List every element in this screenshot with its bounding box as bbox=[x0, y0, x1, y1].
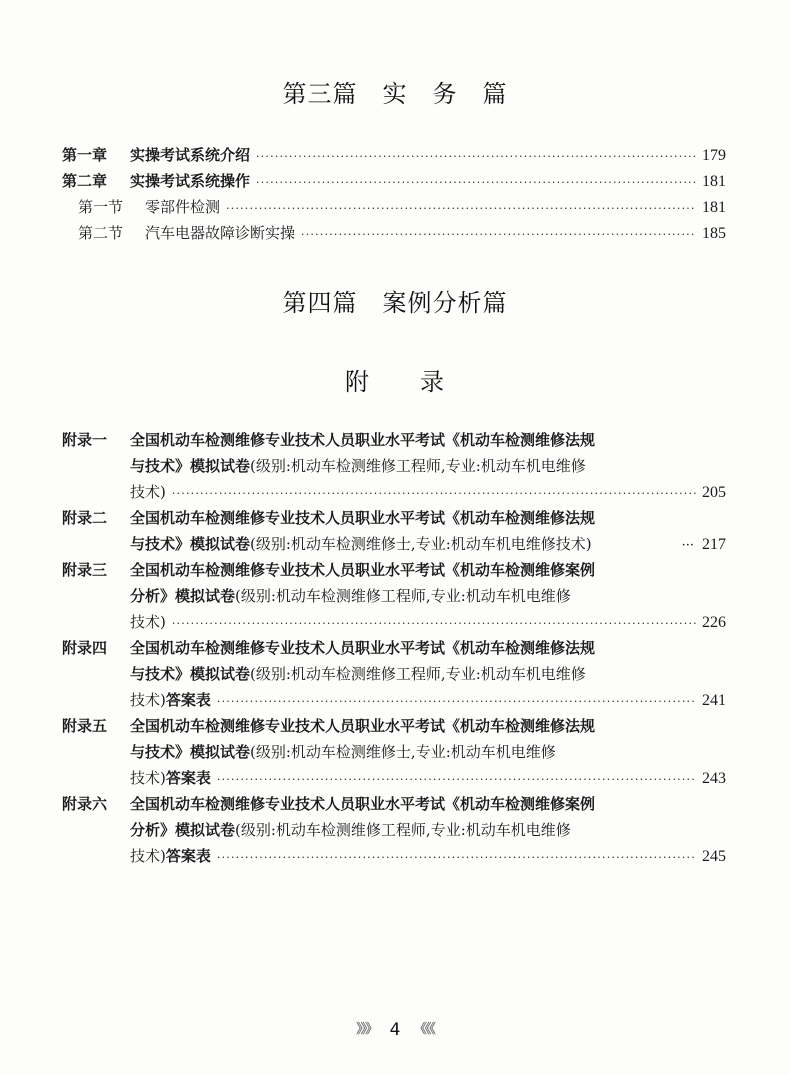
appendix-title-line: 与技术》模拟试卷 bbox=[130, 535, 251, 553]
appendix-title-line: 与技术》模拟试卷 bbox=[130, 457, 251, 475]
appendix-label: 附录五 bbox=[62, 717, 108, 735]
appendix-entry-3[interactable] bbox=[62, 557, 726, 635]
appendix-subtitle-line: 技术) bbox=[130, 691, 166, 709]
appendix-entry-2[interactable] bbox=[62, 505, 726, 557]
dot-leader bbox=[172, 481, 696, 507]
appendix-title-line: 全国机动车检测维修专业技术人员职业水平考试《机动车检测维修法规 bbox=[130, 639, 596, 657]
appendix-subtitle-line: 技术) bbox=[130, 483, 166, 501]
appendix-subtitle-line: (级别:机动车检测维修工程师,专业:机动车机电维修 bbox=[235, 587, 571, 605]
page-number: 4 bbox=[389, 1020, 401, 1040]
appendix-title: 附 录 bbox=[345, 368, 445, 396]
toc-entry-page: 185 bbox=[702, 225, 726, 242]
toc-entry-text: 实操考试系统操作 bbox=[130, 172, 251, 190]
toc-entry-label: 第二章 bbox=[62, 172, 108, 190]
dot-leader bbox=[256, 144, 696, 170]
toc-entry-page: 181 bbox=[702, 173, 726, 190]
toc-entry-text: 实操考试系统介绍 bbox=[130, 146, 251, 164]
dot-leader bbox=[217, 767, 696, 793]
toc-entry-chapter-1[interactable] bbox=[62, 142, 726, 168]
dot-leader bbox=[256, 170, 696, 196]
appendix-label: 附录一 bbox=[62, 431, 108, 449]
toc-entry-page: 181 bbox=[702, 199, 726, 216]
appendix-page: 241 bbox=[702, 692, 726, 709]
appendix-subtitle-line: 技术) bbox=[130, 769, 166, 787]
toc-entry-chapter-2[interactable] bbox=[62, 168, 726, 194]
appendix-label: 附录二 bbox=[62, 509, 108, 527]
appendix-entry-1[interactable] bbox=[62, 427, 726, 505]
appendix-page: 226 bbox=[702, 614, 726, 631]
appendix-answer-sheet: 答案表 bbox=[165, 847, 211, 865]
dot-leader: ··· bbox=[681, 538, 694, 553]
dot-leader bbox=[217, 689, 696, 715]
appendix-entry-6[interactable] bbox=[62, 791, 726, 869]
appendix-subtitle-line: (级别:机动车检测维修士,专业:机动车机电维修 bbox=[250, 743, 556, 761]
appendix-label: 附录三 bbox=[62, 561, 108, 579]
part-three-title: 第三篇 实 务 篇 bbox=[282, 80, 508, 108]
toc-entry-text: 零部件检测 bbox=[145, 198, 221, 216]
appendix-subtitle-line: 技术) bbox=[130, 847, 166, 865]
appendix-entry-4[interactable] bbox=[62, 635, 726, 713]
appendix-title-line: 全国机动车检测维修专业技术人员职业水平考试《机动车检测维修法规 bbox=[130, 431, 596, 449]
toc-entry-label: 第一节 bbox=[78, 198, 124, 216]
appendix-subtitle-line: (级别:机动车检测维修工程师,专业:机动车机电维修 bbox=[250, 665, 586, 683]
appendix-answer-sheet: 答案表 bbox=[165, 691, 211, 709]
dot-leader bbox=[301, 222, 696, 248]
toc-entry-section-2[interactable] bbox=[62, 220, 726, 246]
dot-leader bbox=[217, 845, 696, 871]
appendix-subtitle-line: (级别:机动车检测维修工程师,专业:机动车机电维修 bbox=[235, 821, 571, 839]
part-three-toc bbox=[62, 142, 726, 246]
appendix-label: 附录六 bbox=[62, 795, 108, 813]
appendix-title-line: 分析》模拟试卷 bbox=[130, 587, 236, 605]
dot-leader bbox=[172, 611, 696, 637]
appendix-title-line: 全国机动车检测维修专业技术人员职业水平考试《机动车检测维修法规 bbox=[130, 509, 596, 527]
page-footer bbox=[0, 1018, 790, 1040]
appendix-answer-sheet: 答案表 bbox=[165, 769, 211, 787]
appendix-entry-5[interactable] bbox=[62, 713, 726, 791]
appendix-label: 附录四 bbox=[62, 639, 108, 657]
appendix-title-line: 与技术》模拟试卷 bbox=[130, 743, 251, 761]
appendix-page: 243 bbox=[702, 770, 726, 787]
appendix-subtitle-line: (级别:机动车检测维修士,专业:机动车机电维修技术) bbox=[250, 535, 592, 553]
toc-entry-label: 第一章 bbox=[62, 146, 108, 164]
toc-entry-text: 汽车电器故障诊断实操 bbox=[145, 224, 296, 242]
toc-entry-label: 第二节 bbox=[78, 224, 124, 242]
appendix-toc bbox=[62, 427, 726, 869]
appendix-subtitle-line: 技术) bbox=[130, 613, 166, 631]
appendix-title-line: 全国机动车检测维修专业技术人员职业水平考试《机动车检测维修案例 bbox=[130, 561, 596, 579]
appendix-title-line: 全国机动车检测维修专业技术人员职业水平考试《机动车检测维修案例 bbox=[130, 795, 596, 813]
toc-entry-page: 179 bbox=[702, 147, 726, 164]
appendix-page: 245 bbox=[702, 848, 726, 865]
appendix-subtitle-line: (级别:机动车检测维修工程师,专业:机动车机电维修 bbox=[250, 457, 586, 475]
toc-entry-section-1[interactable] bbox=[62, 194, 726, 220]
dot-leader bbox=[226, 196, 696, 222]
appendix-page: 217 bbox=[702, 536, 726, 553]
appendix-page: 205 bbox=[702, 484, 726, 501]
appendix-title-line: 与技术》模拟试卷 bbox=[130, 665, 251, 683]
appendix-title-line: 分析》模拟试卷 bbox=[130, 821, 236, 839]
chevron-right-ornament-icon: 》》》 bbox=[356, 1022, 377, 1037]
chevron-left-ornament-icon: 《《《 bbox=[413, 1022, 434, 1037]
part-four-title: 第四篇 案例分析篇 bbox=[282, 289, 508, 317]
appendix-title-line: 全国机动车检测维修专业技术人员职业水平考试《机动车检测维修法规 bbox=[130, 717, 596, 735]
